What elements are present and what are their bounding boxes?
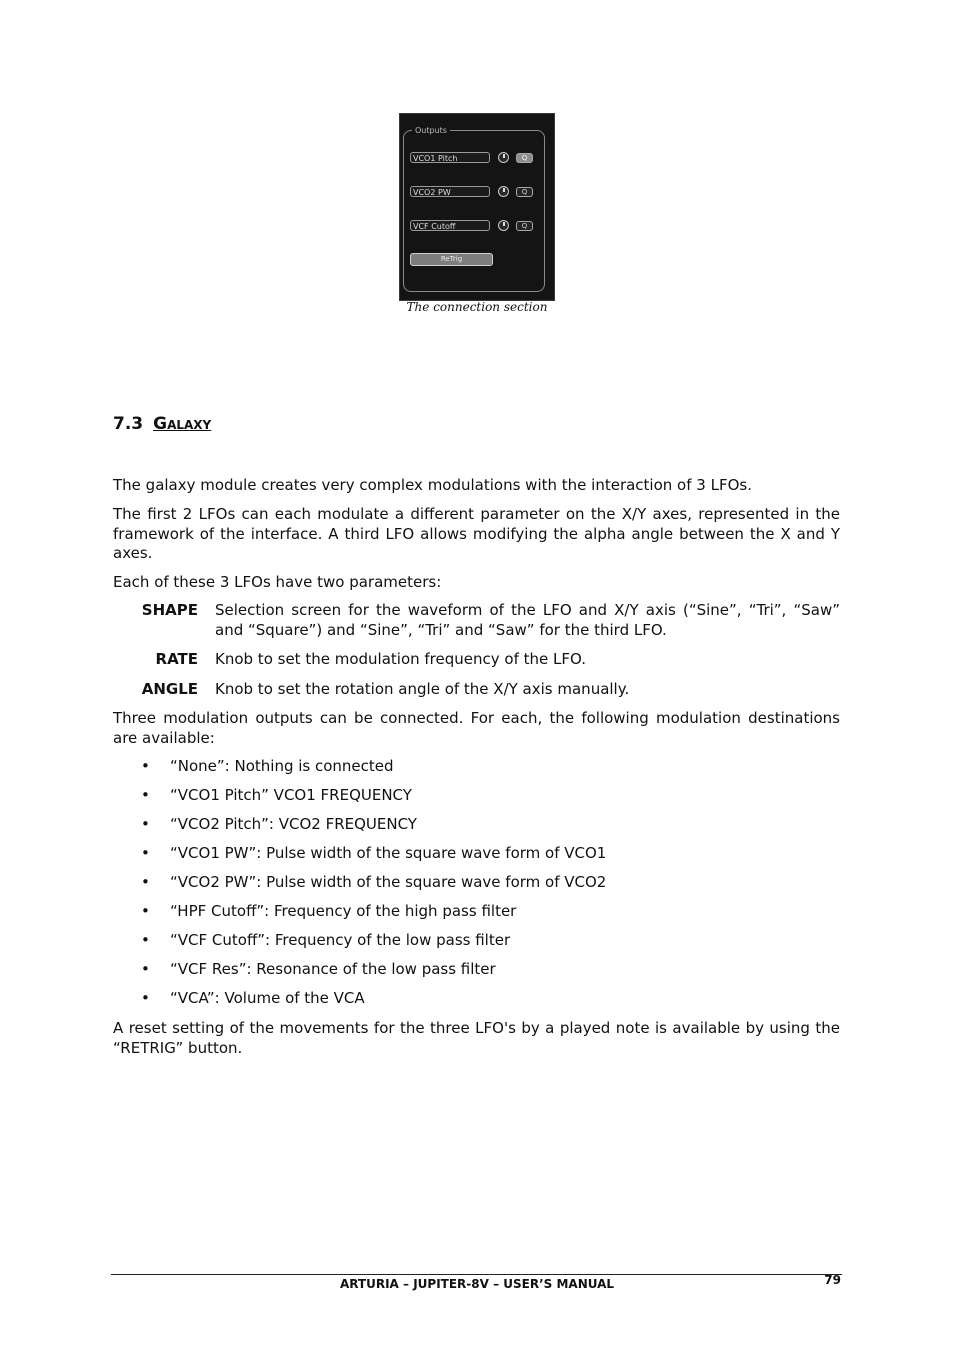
list-item: [113, 786, 840, 815]
definition-desc: Knob to set the modulation frequency of the LFO.: [215, 650, 586, 668]
retrig-paragraph: A reset setting of the movements for the three LFO's by a played note is available by using the “RETRIG” button.: [113, 1019, 840, 1057]
output-2-select[interactable]: VCO2 PW: [410, 186, 490, 197]
list-item-text: “VCO1 PW”: Pulse width of the square wave form of VCO1: [170, 844, 607, 862]
list-item-text: “VCO2 Pitch”: VCO2 FREQUENCY: [170, 815, 417, 833]
section-number: 7.3: [113, 414, 144, 434]
output-3-select[interactable]: VCF Cutoff: [410, 220, 490, 231]
lfos-paragraph: The first 2 LFOs can each modulate a different parameter on the X/Y axes, represented in the framework of the interface. A third LFO allows modifying the alpha angle between the X and Y axes.: [113, 505, 840, 562]
output-3-q-button[interactable]: Q: [516, 221, 533, 231]
list-item-text: “VCA”: Volume of the VCA: [170, 989, 365, 1007]
intro-paragraph: The galaxy module creates very complex modulations with the interaction of 3 LFOs.: [113, 476, 752, 494]
definition-shape: [113, 601, 840, 640]
bullet-icon: •: [141, 844, 150, 862]
params-intro-paragraph: Each of these 3 LFOs have two parameters:: [113, 573, 442, 591]
parameter-definitions: [113, 601, 840, 709]
footer-title: ARTURIA – JUPITER-8V – USER’S MANUAL: [339, 1277, 615, 1291]
definition-term: SHAPE: [141, 601, 198, 619]
list-item: [113, 931, 840, 960]
outputs-panel-title: Outputs: [412, 126, 450, 136]
section-title[interactable]: Galaxy: [153, 414, 212, 434]
bullet-icon: •: [141, 873, 150, 891]
list-item: [113, 815, 840, 844]
footer-divider: [111, 1274, 842, 1275]
output-1-amount-knob[interactable]: [498, 152, 509, 163]
definition-term: RATE: [155, 650, 198, 668]
figure-caption: The connection section: [406, 300, 548, 314]
destination-list: [113, 757, 840, 1018]
bullet-icon: •: [141, 931, 150, 949]
list-item-text: “None”: Nothing is connected: [170, 757, 394, 775]
bullet-icon: •: [141, 786, 150, 804]
definition-term: ANGLE: [141, 679, 198, 698]
bullet-icon: •: [141, 960, 150, 978]
outputs-intro-paragraph: Three modulation outputs can be connected. For each, the following modulation destinations are available:: [113, 709, 840, 747]
list-item: [113, 960, 840, 989]
bullet-icon: •: [141, 989, 150, 1007]
list-item: [113, 757, 840, 786]
retrig-button[interactable]: ReTrig: [410, 253, 493, 266]
list-item-text: “VCF Cutoff”: Frequency of the low pass filter: [170, 931, 511, 949]
section-heading: [113, 414, 211, 434]
output-2-amount-knob[interactable]: [498, 186, 509, 197]
definition-angle: [113, 680, 840, 700]
output-3-amount-knob[interactable]: [498, 220, 509, 231]
output-1-q-button[interactable]: Q: [516, 153, 533, 163]
list-item-text: “VCF Res”: Resonance of the low pass filter: [170, 960, 496, 978]
definition-desc: Knob to set the rotation angle of the X/Y axis manually.: [215, 679, 630, 698]
list-item: [113, 902, 840, 931]
list-item: [113, 873, 840, 902]
definition-desc: Selection screen for the waveform of the LFO and X/Y axis (“Sine”, “Tri”, “Saw” and “Square”) and “Sine”, “Tri” and “Saw” for the third LFO.: [215, 601, 840, 639]
output-2-q-button[interactable]: Q: [516, 187, 533, 197]
output-1-select[interactable]: VCO1 Pitch: [410, 152, 490, 163]
list-item-text: “VCO2 PW”: Pulse width of the square wave form of VCO2: [170, 873, 607, 891]
definition-rate: [113, 650, 840, 670]
bullet-icon: •: [141, 757, 150, 775]
bullet-icon: •: [141, 902, 150, 920]
page-number: 79: [824, 1273, 841, 1287]
list-item: [113, 844, 840, 873]
list-item: [113, 989, 840, 1018]
connection-section-figure: [399, 113, 555, 301]
list-item-text: “VCO1 Pitch” VCO1 FREQUENCY: [170, 786, 412, 804]
bullet-icon: •: [141, 815, 150, 833]
list-item-text: “HPF Cutoff”: Frequency of the high pass filter: [170, 902, 517, 920]
